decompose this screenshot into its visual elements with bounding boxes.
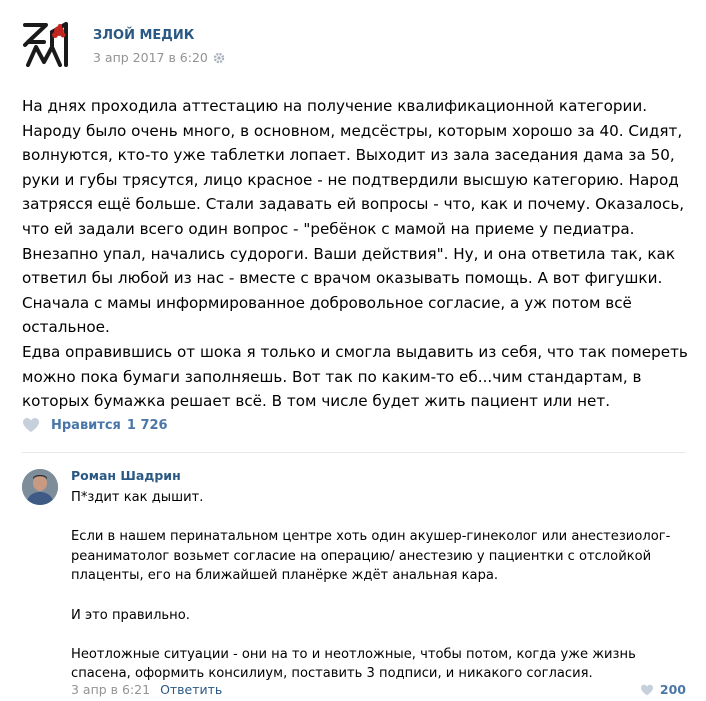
- post-date[interactable]: 3 апр 2017 в 6:20: [93, 50, 208, 65]
- comment-author-link[interactable]: Роман Шадрин: [71, 468, 181, 483]
- post-date-row: [93, 50, 225, 65]
- comment-paragraph: П*здит как дышит.: [71, 490, 204, 505]
- heart-icon: [22, 417, 40, 433]
- heart-icon: [640, 684, 654, 696]
- comment-paragraph: Если в нашем перинатальном центре хоть один акушер-гинеколог или анестезиолог-реаниматолог возьмет согласие на операцию/ анестезию у пациентки с отслойкой плаценты, его на ближайшей планёрке ждёт анальная кара.: [71, 529, 671, 584]
- community-logo[interactable]: [22, 18, 74, 70]
- like-count: 1 726: [126, 417, 168, 433]
- post-author-link[interactable]: ЗЛОЙ МЕДИК: [93, 28, 195, 43]
- gear-icon[interactable]: [213, 52, 225, 64]
- post-text: [22, 94, 692, 414]
- post-paragraph: Едва оправившись от шока я только и смогла выдавить из себя, что так помереть можно пока бумаги заполняешь. Вот так по каким-то еб...чим стандартам, в которых бумажка решает всё. В том числе будет жить пациент или нет.: [22, 342, 688, 411]
- like-label: Нравится: [51, 417, 121, 433]
- zm-logo-icon: [22, 18, 74, 70]
- comment-text: [71, 488, 686, 684]
- post-paragraph: На днях проходила аттестацию на получение квалификационной категории. Народу было очень много, в основном, медсёстры, которым хорошо за 40. Сидят, волнуются, кто-то уже таблетки лопает. Выходит из зала заседания дама за 50, руки и губы трясутся, лицо красное - не подтвердили высшую категорию. Народ затрясся ещё больше. Стали задавать ей вопросы - что, как и почему. Оказалось, что ей задали всего один вопрос - "ребёнок с мамой на приеме у педиатра. Внезапно упал, начались судороги. Ваши действия". Ну, и она ответила так, как ответил бы любой из нас - вместе с врачом оказывать помощь. А вот фигушки. Сначала с мамы информированное добровольное согласие, а уж потом всё остальное.: [22, 97, 685, 337]
- comment-date[interactable]: 3 апр в 6:21: [71, 682, 151, 697]
- divider: [22, 452, 686, 453]
- avatar[interactable]: [22, 469, 58, 505]
- comment-paragraph: Неотложные ситуации - они на то и неотложные, чтобы потом, когда уже жизнь спасена, оформить консилиум, поставить 3 подписи, и никакого согласия.: [71, 646, 636, 682]
- comment-footer: [71, 682, 222, 697]
- comment-like-button[interactable]: [640, 682, 686, 697]
- like-button[interactable]: [22, 417, 168, 433]
- comment-paragraph: И это правильно.: [71, 607, 190, 623]
- reply-button[interactable]: Ответить: [160, 682, 223, 697]
- comment-like-count: 200: [659, 682, 686, 697]
